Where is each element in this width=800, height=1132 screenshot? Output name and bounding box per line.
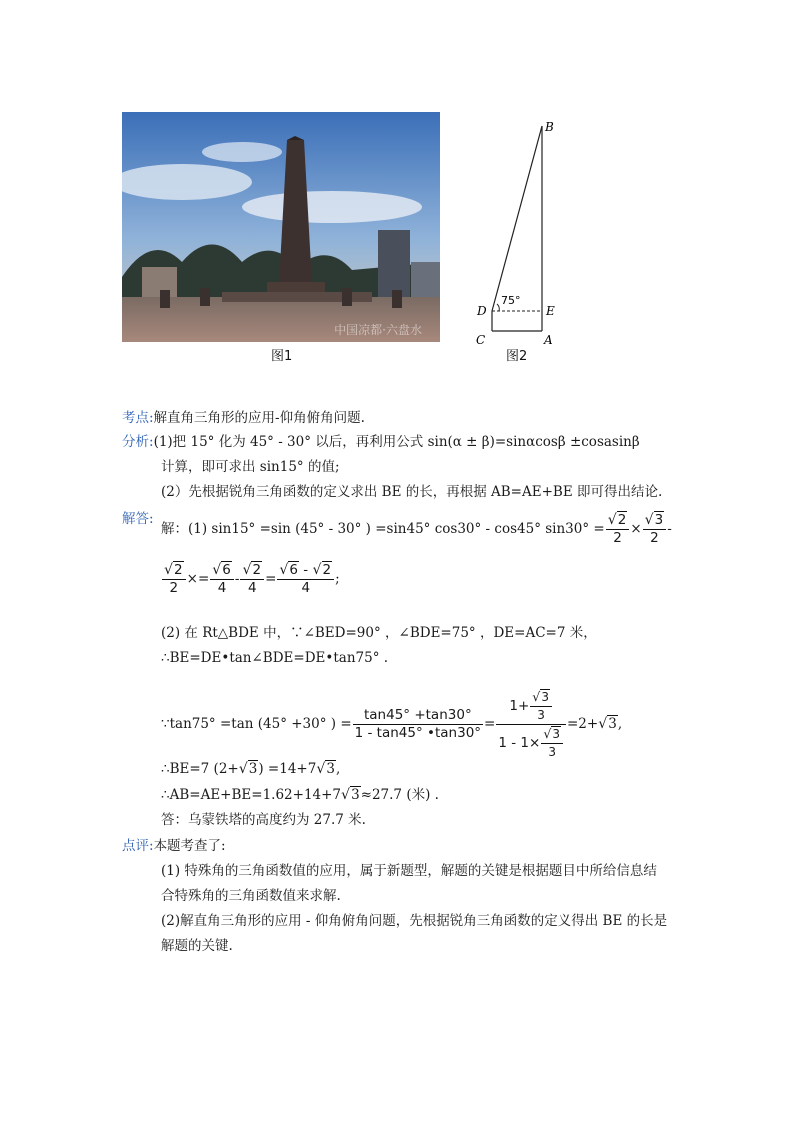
jieda-label: 解答: xyxy=(122,511,154,527)
frac-numeric: 1+ $\frac{√3}{3}$ 1 - 1× $\frac{√3}{3}$ xyxy=(496,688,566,761)
jieda-row-1 xyxy=(122,510,154,528)
sqrt3-a: √3 xyxy=(598,716,617,732)
jieda-line4: ∴BE=DE•tan∠BDE=DE•tan75° . xyxy=(161,650,389,666)
dianping-label: 点评: xyxy=(122,838,154,854)
jieda-line5-prefix: ∵tan75° =tan (45° +30° ) = xyxy=(161,716,352,732)
jieda-line8: 答：乌蒙铁塔的高度约为 27.7 米. xyxy=(161,812,366,828)
dianping-line3: 合特殊角的三角函数值来求解. xyxy=(161,888,341,904)
minus-sign: - xyxy=(667,521,672,537)
fenxi-line2: 计算，即可求出 sin15° 的值; xyxy=(161,459,340,475)
label-E: E xyxy=(546,304,555,318)
jieda-line7-prefix: ∴AB=AE+BE=1.62+14+7 xyxy=(161,787,342,803)
frac-sqrt2-over-2-b: $\frac{√2}{2}$ xyxy=(162,562,186,597)
figure2-diagram xyxy=(470,118,560,353)
figure2-caption: 图2 xyxy=(506,349,528,364)
jieda-line6-prefix: ∴BE=7 (2+ xyxy=(161,761,239,777)
dianping-line2: (1) 特殊角的三角函数值的应用，属于新题型，解题的关键是根据题目中所给信息结 xyxy=(161,863,657,879)
fenxi-line3: (2）先根据锐角三角函数的定义求出 BE 的长，再根据 AB=AE+BE 即可得出结论. xyxy=(161,484,663,500)
dianping-line5: 解题的关键. xyxy=(161,938,233,954)
dianping-row xyxy=(122,837,226,855)
figure1-caption: 图1 xyxy=(271,349,293,364)
tower-photo-graphic xyxy=(122,112,440,342)
label-B: B xyxy=(545,120,554,134)
dianping-line1: 本题考查了: xyxy=(153,838,226,854)
jieda-line7 xyxy=(161,786,439,804)
dianping-line4: (2)解直角三角形的应用 - 仰角俯角问题，先根据锐角三角函数的定义得出 BE 的长是 xyxy=(161,913,668,929)
angle-arc xyxy=(497,304,499,311)
eq-sign-b: = xyxy=(265,571,277,587)
jieda-line5-suffix: =2+ xyxy=(566,716,599,732)
minus-sign-b: - xyxy=(234,571,240,587)
comma-a: , xyxy=(617,716,623,732)
sqrt3-c: √3 xyxy=(316,761,335,777)
kaodian-label: 考点: xyxy=(122,410,154,426)
photo-watermark: 中国凉都·六盘水 xyxy=(334,323,422,337)
times-sign-b: × xyxy=(186,571,198,587)
frac-sqrt2-over-2: $\frac{√2}{2}$ xyxy=(606,512,630,547)
times-sign: × xyxy=(630,521,642,537)
jieda-line3: (2) 在 Rt△BDE 中，∵∠BED=90° ，∠BDE=75° ，DE=AC=7 米， xyxy=(161,625,597,641)
semicolon: ; xyxy=(335,571,340,587)
jieda-line6-mid: ) =14+7 xyxy=(258,761,317,777)
jieda-line7-end: ≈27.7 (米) . xyxy=(360,787,439,803)
jieda-line2 xyxy=(161,562,340,597)
label-D: D xyxy=(477,304,487,318)
frac-sqrt6-minus-sqrt2-over-4: $\frac{√6 - √2}{4}$ xyxy=(277,562,334,597)
frac-tan-sum: $\frac{\tan 45^\circ +\tan 30^\circ}{1 - \tan 45^\circ •\tan 30^\circ}$ xyxy=(354,707,482,741)
fenxi-label: 分析: xyxy=(122,434,154,450)
fenxi-line1: (1)把 15° 化为 45° - 30° 以后，再利用公式 sin(α ± β)=sinαcosβ ±cosasinβ xyxy=(153,434,640,450)
frac-sqrt6-over-4: $\frac{√6}{4}$ xyxy=(210,562,234,597)
frac-sqrt2-over-4: $\frac{√2}{4}$ xyxy=(240,562,264,597)
triangle-diagram xyxy=(470,118,560,353)
jieda-line1-text: 解：(1) sin15° =sin (45° - 30° ) =sin45° cos30° - cos45° sin30° = xyxy=(161,521,605,537)
comma-b: , xyxy=(335,761,341,777)
label-angle-75: 75° xyxy=(501,294,521,307)
kaodian-row xyxy=(122,409,365,427)
tower-photo xyxy=(122,112,440,342)
jieda-line1 xyxy=(161,512,672,547)
line-BD xyxy=(492,126,542,311)
label-A: A xyxy=(544,333,553,347)
sqrt3-d: √3 xyxy=(341,787,360,803)
kaodian-text: 解直角三角形的应用-仰角俯角问题. xyxy=(153,410,365,426)
eq-sign-a: = xyxy=(197,571,210,587)
frac-sqrt3-over-2: $\frac{√3}{2}$ xyxy=(643,512,667,547)
sqrt3-b: √3 xyxy=(238,761,258,777)
label-C: C xyxy=(476,333,486,347)
fenxi-row xyxy=(122,433,640,451)
eq-sign-c: = xyxy=(484,716,496,732)
jieda-line5 xyxy=(161,688,622,761)
jieda-line6 xyxy=(161,760,340,778)
